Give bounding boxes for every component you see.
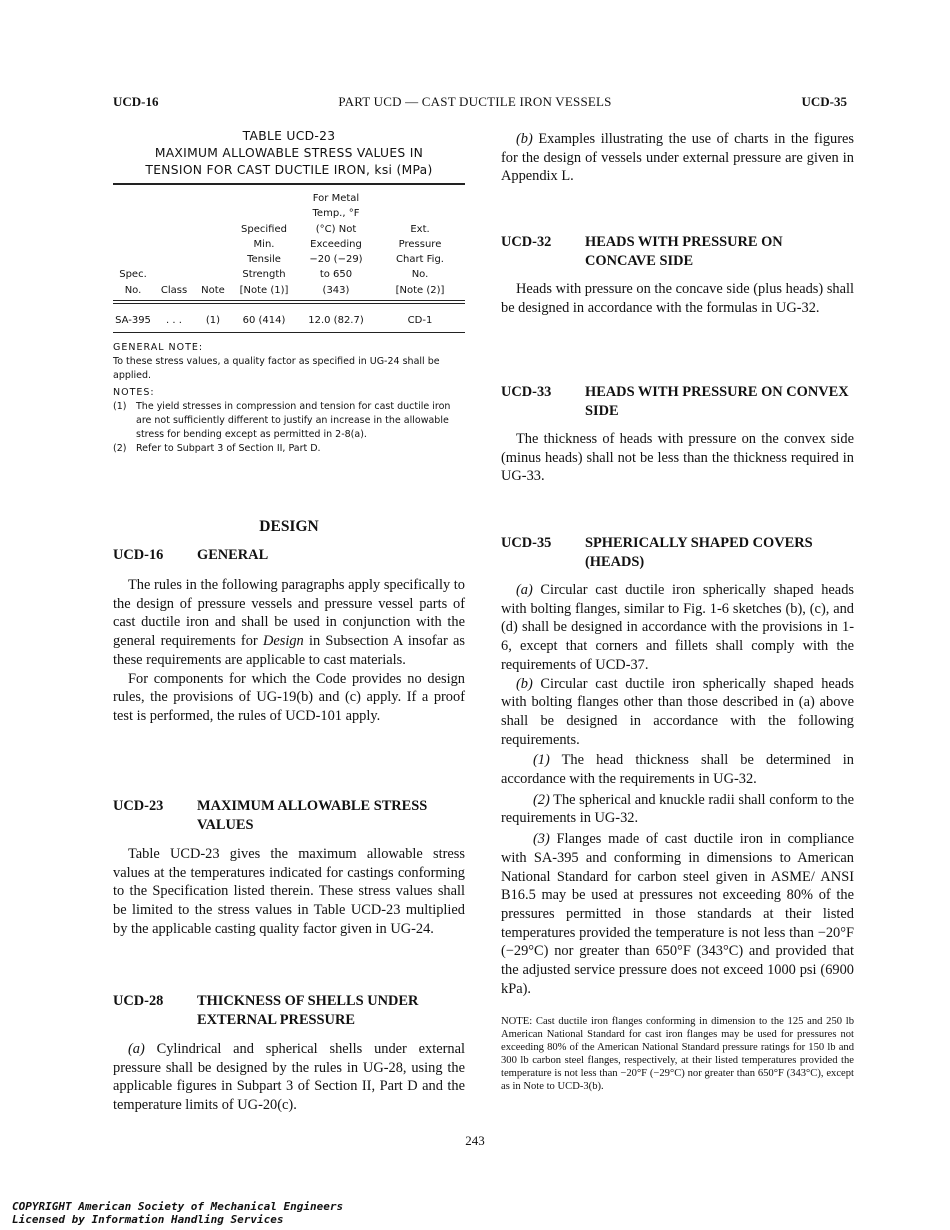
col-header-spec: Spec. No. [119,269,147,296]
note-text: Refer to Subpart 3 of Section II, Part D. [136,443,321,455]
header-section-left: UCD-16 [113,94,159,109]
paragraph: (2) The spherical and knuckle radii shall conform to the requirements in UG-32. [501,791,854,827]
col-header-chart: Ext. Pressure Chart Fig. No. [Note (2)] [395,223,445,296]
section-number: UCD-33 [501,384,552,400]
copyright-notice [12,1200,343,1226]
table-header-row [113,184,465,301]
header-part-title: PART UCD — CAST DUCTILE IRON VESSELS [338,94,612,109]
section-heading [113,992,465,1030]
header-section-right: UCD-35 [801,94,847,109]
paragraph: The thickness of heads with pressure on the convex side (minus heads) shall not be less than the thickness required in UG-33. [501,431,854,485]
section-title: HEADS WITH PRESSURE ON CONCAVE SIDE [585,234,783,269]
cell-strength: 60 (414) [242,315,286,327]
cell-stress: 12.0 (82.7) [308,315,364,327]
paragraph: (b) Circular cast ductile iron spherically shaped heads with bolting flanges other than those described in (a) above shall be designed in accordance with the following requirements. [501,675,854,748]
table-title [113,128,465,179]
section-title: MAXIMUM ALLOWABLE STRESS VALUES [197,798,428,833]
table-title-line: MAXIMUM ALLOWABLE STRESS VALUES IN [154,146,424,160]
section-body [113,576,465,726]
section-body [113,845,465,939]
table-notes [113,341,467,457]
section-heading [113,797,465,835]
section-title: SPHERICALLY SHAPED COVERS (HEADS) [585,535,813,570]
note-item [113,442,467,456]
paragraph: (1) The head thickness shall be determined in accordance with the requirements in UG-32. [501,752,854,788]
col-header-class: Class [160,284,188,296]
section-body [113,1040,465,1115]
note-number: (2) [113,443,127,455]
section-body [501,280,854,317]
table-title-line: TABLE UCD-23 [242,129,336,143]
section-body [501,430,854,486]
page-number: 243 [465,1133,485,1148]
section-heading [501,383,854,421]
general-note-label: GENERAL NOTE: [113,342,204,353]
note-text: The yield stresses in compression and tension for cast ductile iron are not sufficiently different to justify an increase in the allowable stress for bending except as permitted in 2-8(a). [136,400,451,441]
section-title: HEADS WITH PRESSURE ON CONVEX SIDE [585,384,849,419]
stress-table [113,183,465,333]
notes-label: NOTES: [113,386,155,398]
col-header-note: Note [201,284,225,296]
section-number: UCD-28 [113,993,164,1009]
section-heading [501,534,854,572]
paragraph: Table UCD-23 gives the maximum allowable stress values at the temperatures indicated for castings conforming to the Specification listed therein. These stress values shall be limited to the stress values in Table UCD-23 multiplied by the applicable casting quality factor given in UG-24. [113,846,465,937]
cell-class: . . . [166,315,182,327]
table-row [113,304,465,333]
copyright-line: Licensed by Information Handling Services [12,1213,284,1226]
section-body [501,130,854,186]
paragraph: (b) Examples illustrating the use of charts in the figures for the design of vessels under external pressure are given in Appendix L. [501,131,854,185]
flange-note: NOTE: Cast ductile iron flanges conforming in dimension to the 125 and 250 lb American National Standard for cast iron flanges may be used for pressures not exceeding 80% of the American National Standard pressure ratings for 150 lb and 300 lb carbon steel flanges, respectively, at their listed temperatures provided the temperature is not less than −20°F (−29°C) nor greater than 650°F (343°C), except as in Note to UCD-3(b). [501,1016,854,1092]
paragraph: The rules in the following paragraphs apply specifically to the design of pressure vessels and pressure vessel parts of cast ductile iron and shall be used in conjunction with the general requirements for Design in Subsection A insofar as these requirements are applicable to cast materials. [113,577,465,668]
section-number: UCD-35 [501,535,552,551]
note-number: (1) [113,400,127,412]
section-number: UCD-16 [113,547,164,563]
col-header-temp: For Metal Temp., °F (°C) Not Exceeding −20 (−29) to 650 (343) [309,193,363,296]
general-note: To these stress values, a quality factor as specified in UG-24 shall be applied. [113,356,440,382]
paragraph: (3) Flanges made of cast ductile iron in compliance with SA-395 and conforming in dimensions to American National Standard for carbon steel given in ASME/ ANSI B16.5 may be used at pressures not exceeding 80% of the pressures permitted in those standards at their listed temperatures provided the temperature is not less than −20°F (−29°C) nor greater than 650°F (343°C) and provided that the adjusted service pressure does not exceed 1000 psi (6900 kPa). [501,831,854,997]
section-heading [113,546,465,565]
section-number: UCD-23 [113,798,164,814]
paragraph: For components for which the Code provides no design rules, the provisions of UG-19(b) and (c) apply. If a proof test is performed, the rules of UCD-101 apply. [113,670,465,724]
paragraph: Heads with pressure on the concave side (plus heads) shall be designed in accordance with the formulas in UG-32. [501,281,854,316]
note-item [113,400,467,443]
section-title: GENERAL [197,547,269,563]
copyright-line: COPYRIGHT American Society of Mechanical Engineers [12,1200,344,1213]
section-body [501,581,854,998]
cell-chart: CD-1 [407,315,433,327]
cell-note: (1) [205,315,221,327]
table-title-line: TENSION FOR CAST DUCTILE IRON, ksi (MPa) [145,163,433,177]
cell-spec: SA-395 [115,315,151,327]
design-heading: DESIGN [259,518,319,535]
col-header-strength: Specified Min. Tensile Strength [Note (1)] [239,223,289,296]
paragraph: (a) Cylindrical and spherical shells under external pressure shall be designed by the rules in UG-28, using the applicable figures in Subpart 3 of Section II, Part D and the temperature limits of UG-20(c). [113,1041,465,1114]
section-title: THICKNESS OF SHELLS UNDER EXTERNAL PRESSURE [197,993,419,1028]
section-heading [501,233,854,271]
paragraph: (a) Circular cast ductile iron spherically shaped heads with bolting flanges, similar to Fig. 1-6 sketches (b), (c), and (d) shall be designed in accordance with the provisions in 1-6, except that corners and fillets shall comply with the requirements of UCD-37. [501,582,854,673]
section-number: UCD-32 [501,234,552,250]
